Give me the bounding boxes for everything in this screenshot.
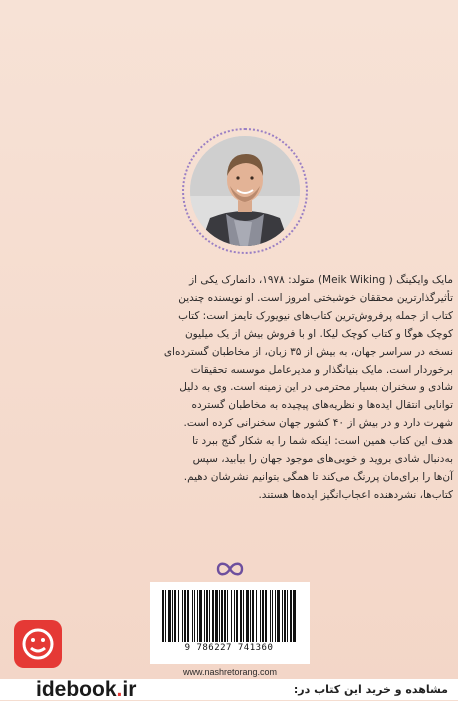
idebook-logo[interactable] <box>36 679 136 700</box>
blurb-line: توانایی انتقال ایده‌ها و نظریه‌های پیچیده به مخاطبان گسترده <box>191 399 453 412</box>
blurb-line: نسخه در سراسر جهان، به بیش از ۳۵ زبان، از مخاطبان گسترده‌ای <box>163 345 453 358</box>
blurb-line: شادی و سخنران بسیار محترمی در این زمینه است. وی به دلیل <box>179 381 453 394</box>
blurb-line: به‌دنبال شادی بروید و خوبی‌های موجود جهان را بیابید، سپس <box>192 453 453 466</box>
author-photo <box>190 136 300 246</box>
blurb-line: کتاب از جمله پرفروش‌ترین کتاب‌های نیویورک تایمز است: کتاب <box>178 309 453 322</box>
isbn-barcode <box>158 590 300 642</box>
blurb-line: کوچک هوگا و کتاب کوچک لیکا. او با فروش بیش از یک میلیون <box>184 327 453 340</box>
blurb-line: مایک وایکینگ ( Meik Wiking) متولد: ۱۹۷۸، دانمارک یکی از <box>189 274 453 286</box>
blurb-line: شهرت دارد و در بیش از ۴۰ کشور جهان سخنرانی کرده است. <box>183 417 453 430</box>
isbn-number: 9 786227 741360 <box>184 643 274 653</box>
logo-suffix: ir <box>122 678 137 701</box>
logo-dot: . <box>116 678 123 701</box>
logo-prefix: i <box>36 678 42 701</box>
watermark-caption: مشاهده و خرید این کتاب در: <box>293 683 448 696</box>
blurb-line: کتاب‌ها، نشردهنده اعجاب‌انگیز ایده‌ها هستند. <box>258 488 453 501</box>
logo-main: debook <box>41 678 117 701</box>
blurb-line: هدف این کتاب همین است: اینکه شما را به شکار گنج ببرد تا <box>192 435 453 448</box>
blurb-line: تأثیرگذارترین محققان خوشبختی امروز است. او نویسنده چندین <box>178 291 453 304</box>
publisher-website: www.nashretorang.com <box>182 667 278 677</box>
blurb-line: برخوردار است. مایک بنیانگذار و مدیرعامل موسسه تحقیقات <box>190 363 453 376</box>
publisher-logo-icon <box>215 560 245 578</box>
play-store-icon <box>14 620 62 668</box>
author-biography <box>45 272 453 505</box>
blurb-line: آن‌ها را برای‌مان پررنگ می‌کند تا همگی بتوانیم نشرشان دهیم. <box>183 470 453 483</box>
